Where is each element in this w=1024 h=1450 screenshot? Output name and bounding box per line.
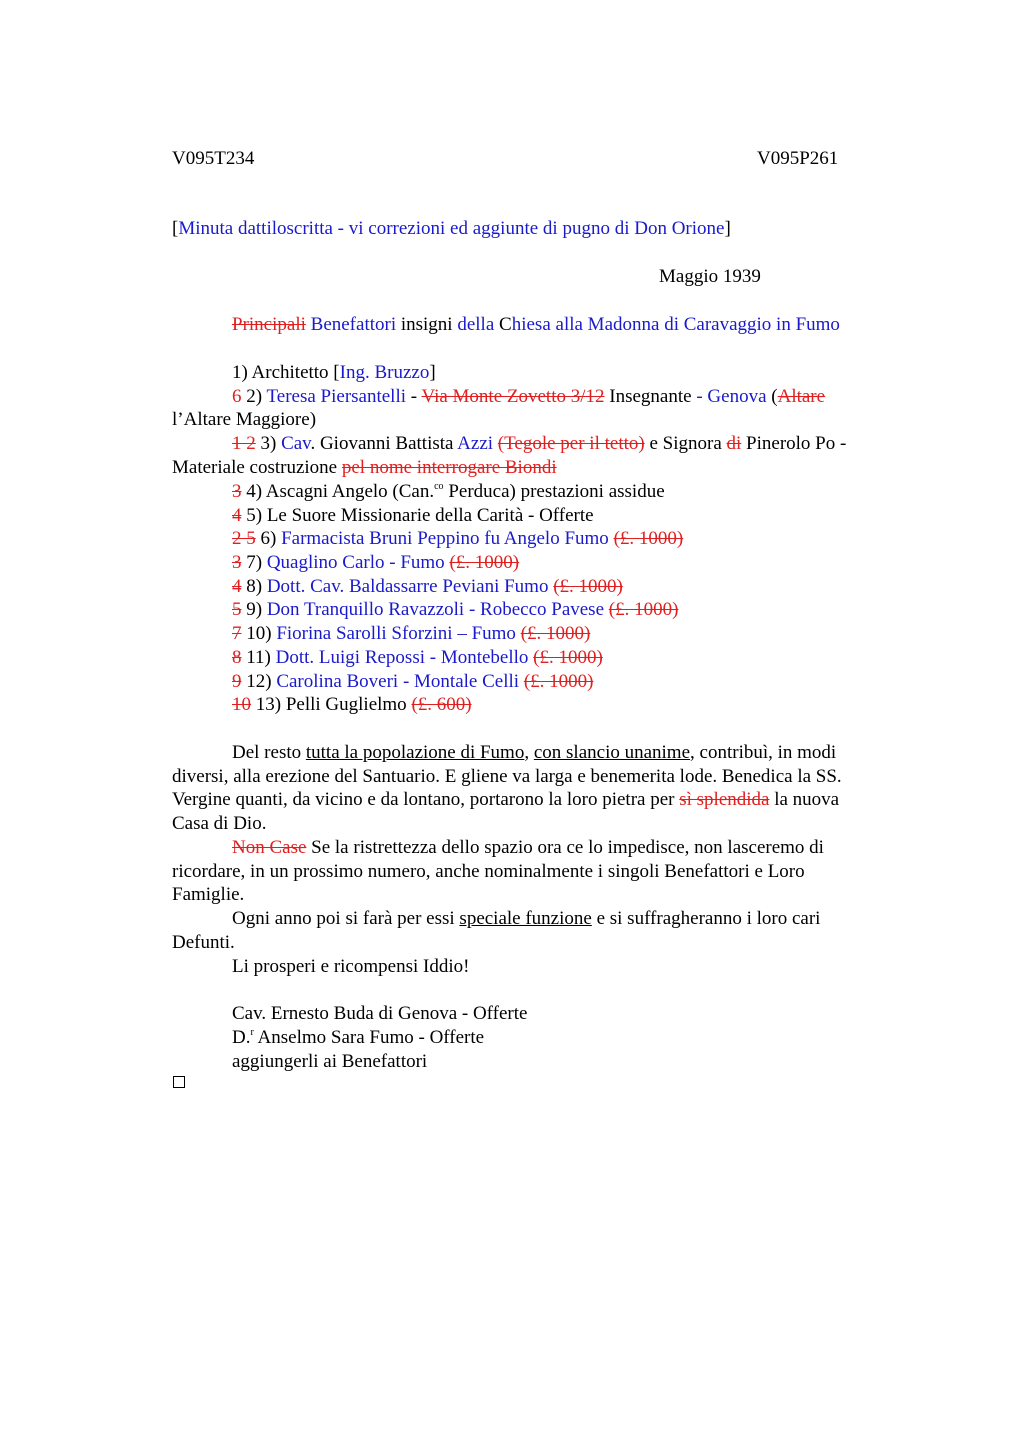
list-item: 3 4) Ascagni Angelo (Can.$^{co}$ Perduca) prestazioni assidue: [232, 481, 665, 502]
paragraph-line: Famiglie.: [172, 884, 245, 905]
list-item: 10 13) Pelli Guglielmo (£. 600): [232, 694, 472, 715]
paragraph-line: ricordare, in un prossimo numero, anche nominalmente i singoli Benefattori e Loro: [172, 861, 805, 882]
list-item: 1) Architetto [Ing. Bruzzo]: [232, 362, 436, 383]
paragraph-line: Non Case Se la ristrettezza dello spazio ora ce lo impedisce, non lasceremo di: [232, 837, 824, 858]
list-item: 1 2 3) Cav. Giovanni Battista Azzi (Tegole per il tetto) e Signora di Pinerolo Po -: [232, 433, 847, 454]
document-title: Principali Benefattori insigni della Chiesa alla Madonna di Caravaggio in Fumo: [232, 314, 840, 335]
document-date: Maggio 1939: [659, 266, 761, 287]
list-item: 3 7) Quaglino Carlo - Fumo (£. 1000): [232, 552, 520, 573]
list-item: 4 5) Le Suore Missionarie della Carità - Offerte: [232, 505, 594, 526]
list-item: 8 11) Dott. Luigi Repossi - Montebello (£. 1000): [232, 647, 603, 668]
addendum-line: Cav. Ernesto Buda di Genova - Offerte: [232, 1003, 528, 1024]
editorial-note: [Minuta dattiloscritta - vi correzioni ed aggiunte di pugno di Don Orione]: [172, 218, 731, 239]
list-item: 5 9) Don Tranquillo Ravazzoli - Robecco Pavese (£. 1000): [232, 599, 679, 620]
paragraph-line: Vergine quanti, da vicino e da lontano, portarono la loro pietra per sì splendida la nuova: [172, 789, 840, 810]
list-item-continuation: Materiale costruzione pel nome interrogare Biondi: [172, 457, 557, 478]
paragraph-line: Defunti.: [172, 932, 235, 953]
paragraph-line: Li prosperi e ricompensi Iddio!: [232, 956, 470, 977]
list-item: 7 10) Fiorina Sarolli Sforzini – Fumo (£. 1000): [232, 623, 591, 644]
addendum-line: D.$^r$ Anselmo Sara Fumo - Offerte: [232, 1027, 485, 1048]
list-item: 2 5 6) Farmacista Bruni Peppino fu Angelo Fumo (£. 1000): [232, 528, 684, 549]
list-item-continuation: l’Altare Maggiore): [172, 409, 317, 430]
paragraph-line: Casa di Dio.: [172, 813, 267, 834]
list-item: 9 12) Carolina Boveri - Montale Celli (£. 1000): [232, 671, 594, 692]
list-item: 4 8) Dott. Cav. Baldassarre Peviani Fumo (£. 1000): [232, 576, 623, 597]
paragraph-line: Del resto tutta la popolazione di Fumo, con slancio unanime, contribuì, in modi: [232, 742, 837, 763]
paragraph-line: diversi, alla erezione del Santuario. E gliene va larga e benemerita lode. Benedica la SS.: [172, 766, 842, 787]
end-box-icon: [173, 1076, 185, 1088]
paragraph-line: Ogni anno poi si farà per essi speciale funzione e si suffragheranno i loro cari: [232, 908, 821, 929]
addendum-line: aggiungerli ai Benefattori: [232, 1051, 428, 1072]
document-code-left: V095T234: [172, 148, 255, 169]
list-item: 6 2) Teresa Piersantelli - Via Monte Zovetto 3/12 Insegnante - Genova (Altare: [232, 386, 826, 407]
document-code-right: V095P261: [757, 148, 839, 169]
